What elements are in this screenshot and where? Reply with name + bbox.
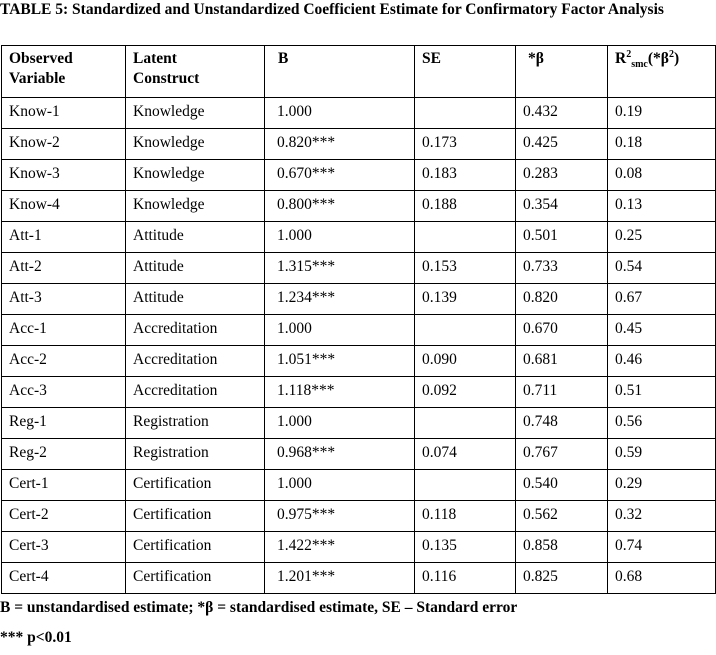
- cell-b: 0.975***: [265, 501, 415, 532]
- cell-b: 1.118***: [265, 377, 415, 408]
- header-b: B: [265, 46, 415, 98]
- cell-r2-smc: 0.29: [608, 470, 716, 501]
- cell-observed-variable: Att-1: [2, 222, 126, 253]
- cell-latent-construct: Accreditation: [126, 346, 265, 377]
- cell-observed-variable: Know-3: [2, 160, 126, 191]
- cell-beta: 0.425: [516, 129, 608, 160]
- cell-r2-smc: 0.59: [608, 439, 716, 470]
- table-row: [2, 98, 716, 129]
- cell-se: 0.090: [415, 346, 516, 377]
- cell-b: 0.968***: [265, 439, 415, 470]
- cell-observed-variable: Cert-3: [2, 532, 126, 563]
- cell-beta: 0.540: [516, 470, 608, 501]
- cell-observed-variable: Acc-3: [2, 377, 126, 408]
- cfa-coefficient-table: [1, 45, 716, 594]
- cell-b: 1.000: [265, 408, 415, 439]
- table-header-row: [2, 46, 716, 98]
- cell-latent-construct: Registration: [126, 408, 265, 439]
- table-row: [2, 439, 716, 470]
- cell-r2-smc: 0.68: [608, 563, 716, 594]
- cell-b: 1.234***: [265, 284, 415, 315]
- cell-latent-construct: Knowledge: [126, 129, 265, 160]
- cell-b: 0.800***: [265, 191, 415, 222]
- table-row: [2, 563, 716, 594]
- cell-r2-smc: 0.51: [608, 377, 716, 408]
- cell-se: [415, 222, 516, 253]
- cell-observed-variable: Reg-1: [2, 408, 126, 439]
- table-row: [2, 346, 716, 377]
- cell-beta: 0.354: [516, 191, 608, 222]
- header-observed-variable: Observed Variable: [2, 46, 126, 98]
- cell-se: 0.135: [415, 532, 516, 563]
- table-row: [2, 191, 716, 222]
- cell-latent-construct: Certification: [126, 563, 265, 594]
- header-r2-smc: $R^2_{smc}(*\beta^2)$: [608, 46, 716, 98]
- cell-latent-construct: Registration: [126, 439, 265, 470]
- cell-beta: 0.681: [516, 346, 608, 377]
- cell-observed-variable: Reg-2: [2, 439, 126, 470]
- cell-b: 1.000: [265, 98, 415, 129]
- cell-r2-smc: 0.45: [608, 315, 716, 346]
- cell-latent-construct: Knowledge: [126, 191, 265, 222]
- cell-b: 1.201***: [265, 563, 415, 594]
- table-row: [2, 315, 716, 346]
- cell-observed-variable: Cert-2: [2, 501, 126, 532]
- cell-r2-smc: 0.67: [608, 284, 716, 315]
- cell-observed-variable: Acc-2: [2, 346, 126, 377]
- table-row: [2, 501, 716, 532]
- table-row: [2, 470, 716, 501]
- cell-beta: 0.733: [516, 253, 608, 284]
- cell-se: 0.173: [415, 129, 516, 160]
- cell-beta: 0.501: [516, 222, 608, 253]
- cell-se: 0.153: [415, 253, 516, 284]
- cell-b: 1.051***: [265, 346, 415, 377]
- table-footnote-abbreviations: B = unstandardised estimate; *β = standardised estimate, SE – Standard error: [0, 599, 518, 616]
- cell-se: 0.118: [415, 501, 516, 532]
- table-row: [2, 532, 716, 563]
- cell-beta: 0.748: [516, 408, 608, 439]
- cell-r2-smc: 0.54: [608, 253, 716, 284]
- table-row: [2, 253, 716, 284]
- cell-se: 0.116: [415, 563, 516, 594]
- cell-observed-variable: Att-3: [2, 284, 126, 315]
- cell-b: 0.820***: [265, 129, 415, 160]
- cell-b: 1.000: [265, 222, 415, 253]
- cell-beta: 0.711: [516, 377, 608, 408]
- cell-se: [415, 408, 516, 439]
- cell-se: 0.183: [415, 160, 516, 191]
- cell-r2-smc: 0.46: [608, 346, 716, 377]
- cell-r2-smc: 0.13: [608, 191, 716, 222]
- cell-latent-construct: Accreditation: [126, 377, 265, 408]
- cell-beta: 0.283: [516, 160, 608, 191]
- cell-r2-smc: 0.19: [608, 98, 716, 129]
- cell-se: 0.092: [415, 377, 516, 408]
- cell-b: 1.000: [265, 315, 415, 346]
- cell-beta: 0.820: [516, 284, 608, 315]
- table-title: TABLE 5: Standardized and Unstandardized Coefficient Estimate for Confirmatory Factor Analysis: [0, 1, 664, 18]
- cell-r2-smc: 0.74: [608, 532, 716, 563]
- cell-observed-variable: Know-4: [2, 191, 126, 222]
- table-row: [2, 222, 716, 253]
- cell-r2-smc: 0.56: [608, 408, 716, 439]
- cell-b: 1.000: [265, 470, 415, 501]
- cell-latent-construct: Certification: [126, 532, 265, 563]
- cell-beta: 0.670: [516, 315, 608, 346]
- cell-se: 0.188: [415, 191, 516, 222]
- table-row: [2, 129, 716, 160]
- header-latent-construct: Latent Construct: [126, 46, 265, 98]
- cell-latent-construct: Attitude: [126, 222, 265, 253]
- header-beta: *β: [516, 46, 608, 98]
- cell-latent-construct: Accreditation: [126, 315, 265, 346]
- cell-latent-construct: Attitude: [126, 284, 265, 315]
- cell-observed-variable: Att-2: [2, 253, 126, 284]
- cell-r2-smc: 0.08: [608, 160, 716, 191]
- cell-latent-construct: Certification: [126, 501, 265, 532]
- cell-latent-construct: Knowledge: [126, 160, 265, 191]
- cell-beta: 0.562: [516, 501, 608, 532]
- cell-se: [415, 315, 516, 346]
- cell-observed-variable: Cert-4: [2, 563, 126, 594]
- cell-se: 0.074: [415, 439, 516, 470]
- cell-latent-construct: Attitude: [126, 253, 265, 284]
- header-se: SE: [415, 46, 516, 98]
- cell-b: 1.315***: [265, 253, 415, 284]
- cell-latent-construct: Knowledge: [126, 98, 265, 129]
- table-body: [2, 98, 716, 594]
- cell-observed-variable: Cert-1: [2, 470, 126, 501]
- table-footnote-significance: *** p<0.01: [0, 629, 72, 646]
- cell-r2-smc: 0.18: [608, 129, 716, 160]
- cell-beta: 0.858: [516, 532, 608, 563]
- cell-se: 0.139: [415, 284, 516, 315]
- table-row: [2, 160, 716, 191]
- table-row: [2, 377, 716, 408]
- cell-se: [415, 98, 516, 129]
- table-row: [2, 408, 716, 439]
- cell-b: 0.670***: [265, 160, 415, 191]
- cell-observed-variable: Know-2: [2, 129, 126, 160]
- cell-b: 1.422***: [265, 532, 415, 563]
- cell-latent-construct: Certification: [126, 470, 265, 501]
- cell-se: [415, 470, 516, 501]
- table-row: [2, 284, 716, 315]
- cell-observed-variable: Acc-1: [2, 315, 126, 346]
- cell-beta: 0.767: [516, 439, 608, 470]
- cell-r2-smc: 0.32: [608, 501, 716, 532]
- cell-beta: 0.432: [516, 98, 608, 129]
- cell-beta: 0.825: [516, 563, 608, 594]
- cell-observed-variable: Know-1: [2, 98, 126, 129]
- cell-r2-smc: 0.25: [608, 222, 716, 253]
